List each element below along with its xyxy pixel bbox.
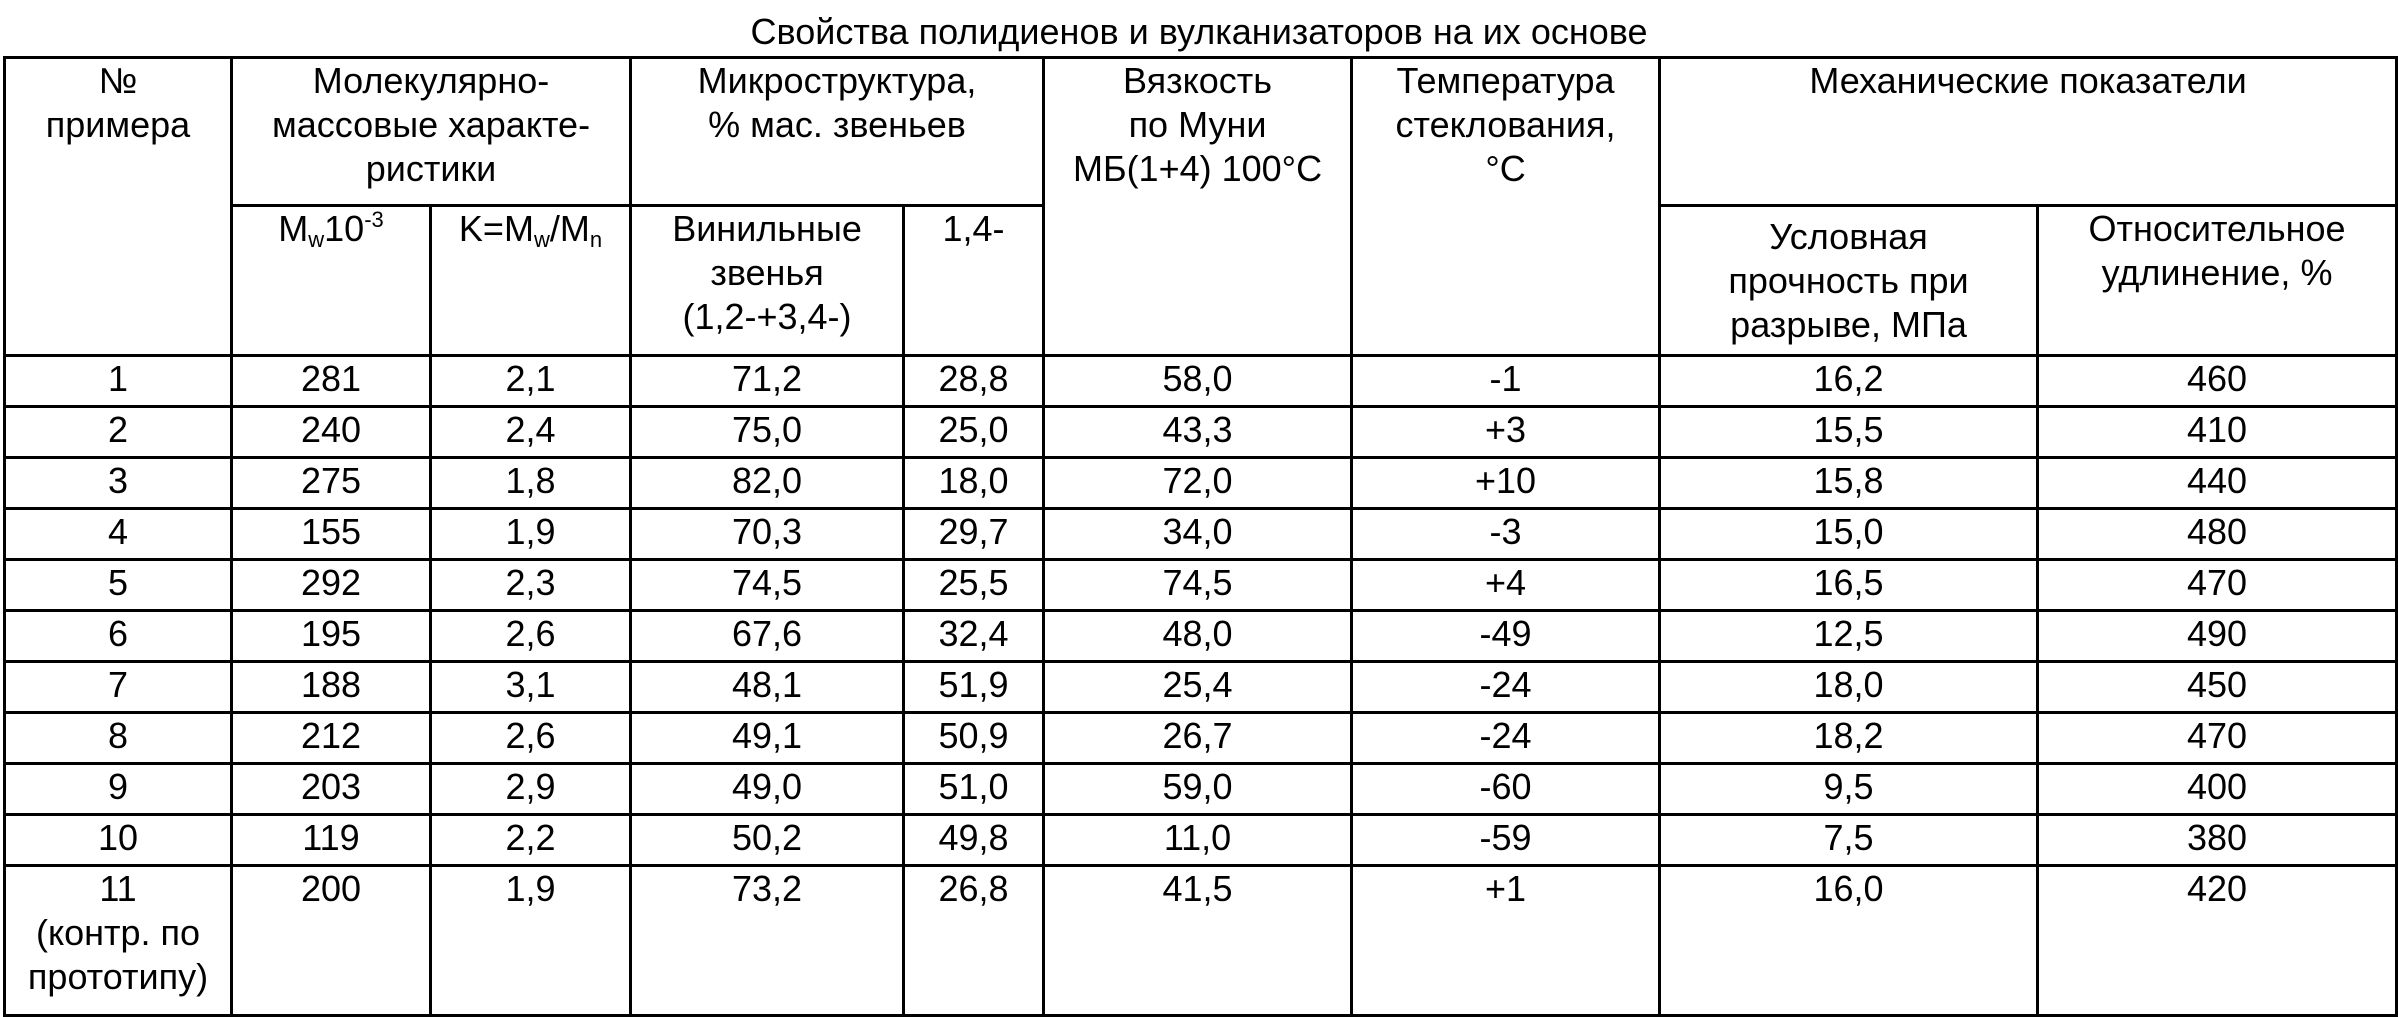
cell-no: 1 (5, 356, 232, 407)
cell-elongation: 420 (2038, 866, 2397, 1016)
cell-k: 2,3 (431, 560, 631, 611)
cell-tg: -24 (1352, 662, 1660, 713)
header-example-no: № примера (5, 58, 232, 356)
cell-elongation: 440 (2038, 458, 2397, 509)
cell-one-four: 51,9 (904, 662, 1044, 713)
cell-no: 8 (5, 713, 232, 764)
cell-elongation: 470 (2038, 560, 2397, 611)
cell-mw: 292 (232, 560, 431, 611)
cell-tg: +1 (1352, 866, 1660, 1016)
cell-mw: 275 (232, 458, 431, 509)
cell-vinyl: 49,0 (631, 764, 904, 815)
cell-mw: 188 (232, 662, 431, 713)
cell-mw: 119 (232, 815, 431, 866)
table-title: Свойства полидиенов и вулканизаторов на их основе (750, 11, 1648, 52)
cell-elongation: 460 (2038, 356, 2397, 407)
cell-no: 9 (5, 764, 232, 815)
cell-k: 1,9 (431, 509, 631, 560)
cell-viscosity: 26,7 (1044, 713, 1352, 764)
table-row (5, 458, 2397, 509)
cell-tg: -49 (1352, 611, 1660, 662)
table-row (5, 815, 2397, 866)
cell-k: 2,9 (431, 764, 631, 815)
cell-mw: 200 (232, 866, 431, 1016)
cell-one-four: 51,0 (904, 764, 1044, 815)
table-row (5, 509, 2397, 560)
cell-strength: 16,5 (1660, 560, 2038, 611)
cell-one-four: 32,4 (904, 611, 1044, 662)
cell-tg: -3 (1352, 509, 1660, 560)
cell-vinyl: 82,0 (631, 458, 904, 509)
header-row-1 (5, 58, 2397, 206)
header-viscosity: Вязкость по Муни МБ(1+4) 100°С (1044, 58, 1352, 356)
header-mol-mass: Молекулярно- массовые характе- ристики (232, 58, 631, 206)
header-microstructure: Микроструктура, % мас. звеньев (631, 58, 1044, 206)
cell-k: 2,6 (431, 611, 631, 662)
cell-mw: 155 (232, 509, 431, 560)
header-mw: $M_w10^{-3}$ (232, 206, 431, 356)
cell-elongation: 490 (2038, 611, 2397, 662)
cell-vinyl: 71,2 (631, 356, 904, 407)
header-mechanical: Механические показатели (1660, 58, 2397, 206)
cell-no: 11 (контр. по прототипу) (5, 866, 232, 1016)
cell-tg: -60 (1352, 764, 1660, 815)
table-row (5, 560, 2397, 611)
cell-one-four: 50,9 (904, 713, 1044, 764)
cell-viscosity: 34,0 (1044, 509, 1352, 560)
cell-viscosity: 41,5 (1044, 866, 1352, 1016)
table-row (5, 407, 2397, 458)
cell-k: 2,4 (431, 407, 631, 458)
header-elongation: Относительное удлинение, % (2038, 206, 2397, 356)
table-row (5, 764, 2397, 815)
table-row (5, 356, 2397, 407)
cell-mw: 203 (232, 764, 431, 815)
cell-elongation: 410 (2038, 407, 2397, 458)
cell-viscosity: 59,0 (1044, 764, 1352, 815)
table-row (5, 662, 2397, 713)
header-one-four: 1,4- (904, 206, 1044, 356)
cell-strength: 16,0 (1660, 866, 2038, 1016)
cell-viscosity: 43,3 (1044, 407, 1352, 458)
cell-one-four: 28,8 (904, 356, 1044, 407)
cell-vinyl: 48,1 (631, 662, 904, 713)
cell-vinyl: 67,6 (631, 611, 904, 662)
cell-mw: 281 (232, 356, 431, 407)
cell-one-four: 18,0 (904, 458, 1044, 509)
cell-k: 3,1 (431, 662, 631, 713)
cell-tg: +4 (1352, 560, 1660, 611)
header-glass-temp: Температура стеклования, °С (1352, 58, 1660, 356)
cell-no: 3 (5, 458, 232, 509)
cell-no: 10 (5, 815, 232, 866)
cell-vinyl: 70,3 (631, 509, 904, 560)
cell-viscosity: 48,0 (1044, 611, 1352, 662)
cell-k: 2,1 (431, 356, 631, 407)
cell-one-four: 49,8 (904, 815, 1044, 866)
cell-strength: 12,5 (1660, 611, 2038, 662)
cell-k: 1,9 (431, 866, 631, 1016)
cell-one-four: 25,0 (904, 407, 1044, 458)
cell-elongation: 400 (2038, 764, 2397, 815)
cell-strength: 18,2 (1660, 713, 2038, 764)
cell-strength: 7,5 (1660, 815, 2038, 866)
cell-vinyl: 49,1 (631, 713, 904, 764)
cell-viscosity: 25,4 (1044, 662, 1352, 713)
cell-elongation: 470 (2038, 713, 2397, 764)
cell-tg: +3 (1352, 407, 1660, 458)
table-row (5, 611, 2397, 662)
cell-vinyl: 75,0 (631, 407, 904, 458)
properties-table (3, 56, 2398, 1017)
cell-k: 2,6 (431, 713, 631, 764)
cell-no: 2 (5, 407, 232, 458)
cell-one-four: 29,7 (904, 509, 1044, 560)
cell-no: 6 (5, 611, 232, 662)
cell-tg: -59 (1352, 815, 1660, 866)
header-vinyl: Винильные звенья (1,2-+3,4-) (631, 206, 904, 356)
cell-strength: 16,2 (1660, 356, 2038, 407)
cell-strength: 15,0 (1660, 509, 2038, 560)
cell-viscosity: 74,5 (1044, 560, 1352, 611)
cell-elongation: 450 (2038, 662, 2397, 713)
cell-strength: 15,8 (1660, 458, 2038, 509)
cell-one-four: 26,8 (904, 866, 1044, 1016)
cell-tg: -1 (1352, 356, 1660, 407)
header-strength: Условная прочность при разрыве, МПа (1660, 206, 2038, 356)
cell-mw: 195 (232, 611, 431, 662)
cell-tg: +10 (1352, 458, 1660, 509)
cell-vinyl: 50,2 (631, 815, 904, 866)
cell-viscosity: 11,0 (1044, 815, 1352, 866)
cell-k: 2,2 (431, 815, 631, 866)
cell-viscosity: 72,0 (1044, 458, 1352, 509)
table-row (5, 713, 2397, 764)
cell-vinyl: 73,2 (631, 866, 904, 1016)
cell-no: 4 (5, 509, 232, 560)
cell-elongation: 380 (2038, 815, 2397, 866)
header-k: $K=M_w/M_n$ (431, 206, 631, 356)
cell-strength: 18,0 (1660, 662, 2038, 713)
cell-mw: 212 (232, 713, 431, 764)
cell-vinyl: 74,5 (631, 560, 904, 611)
table-row-control (5, 866, 2397, 1016)
cell-k: 1,8 (431, 458, 631, 509)
cell-tg: -24 (1352, 713, 1660, 764)
cell-elongation: 480 (2038, 509, 2397, 560)
cell-no: 7 (5, 662, 232, 713)
cell-mw: 240 (232, 407, 431, 458)
cell-one-four: 25,5 (904, 560, 1044, 611)
cell-no: 5 (5, 560, 232, 611)
cell-strength: 9,5 (1660, 764, 2038, 815)
cell-viscosity: 58,0 (1044, 356, 1352, 407)
cell-strength: 15,5 (1660, 407, 2038, 458)
